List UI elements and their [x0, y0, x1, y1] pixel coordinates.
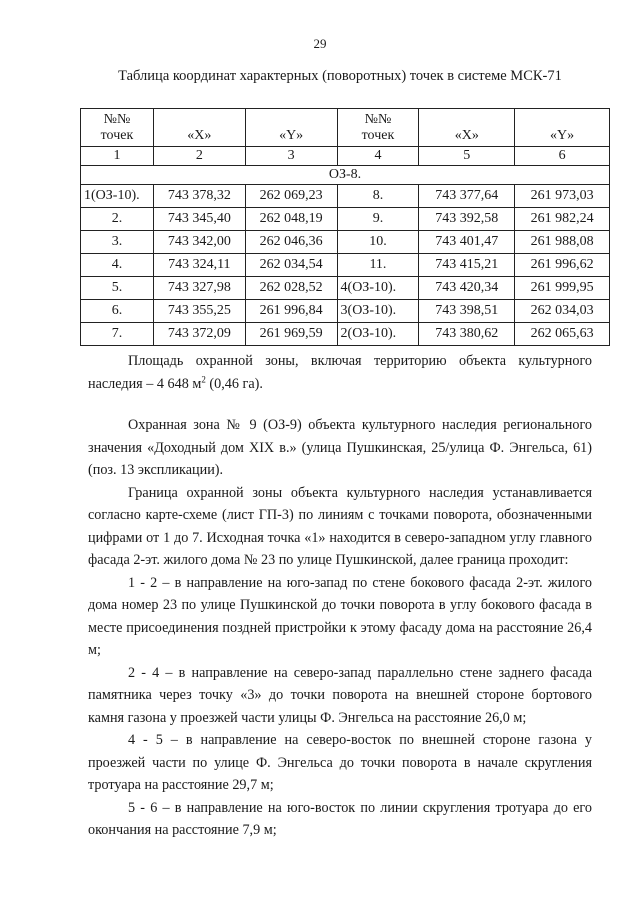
- table-cell: 11.: [337, 254, 419, 277]
- header-top: №№: [103, 112, 131, 127]
- table-cell: 2(ОЗ-10).: [337, 323, 419, 346]
- table-cell: 262 069,23: [245, 185, 337, 208]
- table-cell: 262 034,03: [515, 300, 610, 323]
- table-cell: 1(ОЗ-10).: [81, 185, 154, 208]
- table-header-row: [81, 109, 610, 147]
- table-cell: 743 324,11: [153, 254, 245, 277]
- table-cell: 743 342,00: [153, 231, 245, 254]
- table-cell: 743 378,32: [153, 185, 245, 208]
- table-cell: 743 380,62: [419, 323, 515, 346]
- table-row: [81, 231, 610, 254]
- column-number: 5: [419, 147, 515, 166]
- zone-row: [81, 166, 610, 185]
- table-cell: 743 372,09: [153, 323, 245, 346]
- header-cell: «X»: [419, 109, 515, 147]
- table-cell: 4(ОЗ-10).: [337, 277, 419, 300]
- table-cell: 8.: [337, 185, 419, 208]
- table-cell: 743 345,40: [153, 208, 245, 231]
- table-cell: 262 048,19: [245, 208, 337, 231]
- header-cell: «Y»: [515, 109, 610, 147]
- header-top: №№: [364, 112, 392, 127]
- header-cell: «Y»: [245, 109, 337, 147]
- segment-paragraph: 4 - 5 – в направление на северо-восток по внешней стороне газона у проезжей части по улице Ф. Энгельса до точки поворота в начале скругления тротуара на расстояние 29,7 м;: [88, 732, 592, 793]
- table-cell: 3(ОЗ-10).: [337, 300, 419, 323]
- table-cell: 261 996,62: [515, 254, 610, 277]
- page-number: 29: [313, 36, 327, 51]
- table-cell: 743 377,64: [419, 185, 515, 208]
- header-bottom: точек: [361, 128, 395, 143]
- table-cell: 3.: [81, 231, 154, 254]
- area-text: Площадь охранной зоны, включая территорию объекта культурного наследия – 4 648 м: [88, 353, 592, 392]
- area-paragraph: [88, 350, 592, 395]
- column-number: 3: [245, 147, 337, 166]
- table-body: [81, 185, 610, 346]
- table-cell: 261 982,24: [515, 208, 610, 231]
- table-cell: 261 973,03: [515, 185, 610, 208]
- table-cell: 743 327,98: [153, 277, 245, 300]
- column-number: 6: [515, 147, 610, 166]
- column-number-row: [81, 147, 610, 166]
- header-cell: [337, 109, 419, 147]
- table-cell: 743 398,51: [419, 300, 515, 323]
- table-cell: 262 034,54: [245, 254, 337, 277]
- table-cell: 743 420,34: [419, 277, 515, 300]
- table-cell: 5.: [81, 277, 154, 300]
- table-cell: 261 988,08: [515, 231, 610, 254]
- header-bottom: точек: [100, 128, 134, 143]
- segment-paragraph: 5 - 6 – в направление на юго-восток по линии скругления тротуара до его окончания на расстояние 7,9 м;: [88, 799, 592, 838]
- table-row: [81, 300, 610, 323]
- segment-paragraph: 1 - 2 – в направление на юго-запад по стене бокового фасада 2-эт. жилого дома номер 23 по улице Пушкинской до точки поворота в углу бокового фасада в месте присоединения поздней пристройки к этому фасаду дома на расстояние 26,4 м;: [88, 574, 592, 658]
- coordinates-table: [80, 108, 610, 346]
- table-cell: 743 355,25: [153, 300, 245, 323]
- zone-label: ОЗ-8.: [81, 166, 610, 185]
- table-cell: 6.: [81, 300, 154, 323]
- table-cell: 743 392,58: [419, 208, 515, 231]
- table-cell: 4.: [81, 254, 154, 277]
- table-cell: 10.: [337, 231, 419, 254]
- table-row: [81, 277, 610, 300]
- table-cell: 262 046,36: [245, 231, 337, 254]
- table-row: [81, 208, 610, 231]
- table-cell: 743 415,21: [419, 254, 515, 277]
- zone9-title: Охранная зона № 9 (ОЗ-9) объекта культурного наследия регионального значения «Доходный дом XIX в.» (улица Пушкинская, 25/улица Ф. Энгельса, 61) (поз. 13 экспликации).: [88, 417, 592, 478]
- segment-paragraph: 2 - 4 – в направление на северо-запад параллельно стене заднего фасада памятника через точку «3» до точки поворота на внешней стороне бортового камня газона у проезжей части улицы Ф. Энгельса на расстояние 26,0 м;: [88, 664, 592, 726]
- header-cell: [81, 109, 154, 147]
- column-number: 4: [337, 147, 419, 166]
- area-text-end: (0,46 га).: [205, 375, 263, 392]
- table-cell: 9.: [337, 208, 419, 231]
- table-cell: 261 996,84: [245, 300, 337, 323]
- header-cell: «X»: [153, 109, 245, 147]
- table-cell: 262 028,52: [245, 277, 337, 300]
- column-number: 1: [81, 147, 154, 166]
- table-cell: 261 999,95: [515, 277, 610, 300]
- table-cell: 7.: [81, 323, 154, 346]
- table-row: [81, 185, 610, 208]
- table-cell: 261 969,59: [245, 323, 337, 346]
- column-number: 2: [153, 147, 245, 166]
- table-cell: 262 065,63: [515, 323, 610, 346]
- table-row: [81, 323, 610, 346]
- area-superscript: 2: [201, 373, 206, 384]
- table-caption: Таблица координат характерных (поворотных) точек в системе МСК-71: [118, 68, 562, 84]
- table-cell: 743 401,47: [419, 231, 515, 254]
- table-cell: 2.: [81, 208, 154, 231]
- boundary-intro: Граница охранной зоны объекта культурного наследия устанавливается согласно карте-схеме (лист ГП-3) по линиям с точками поворота, обозначенными цифрами от 1 до 7. Исходная точка «1» находится в северо-западном углу главного фасада 2-эт. жилого дома № 23 по улице Пушкинской, далее граница проходит:: [88, 484, 592, 568]
- zone9-section: [88, 414, 592, 842]
- table-row: [81, 254, 610, 277]
